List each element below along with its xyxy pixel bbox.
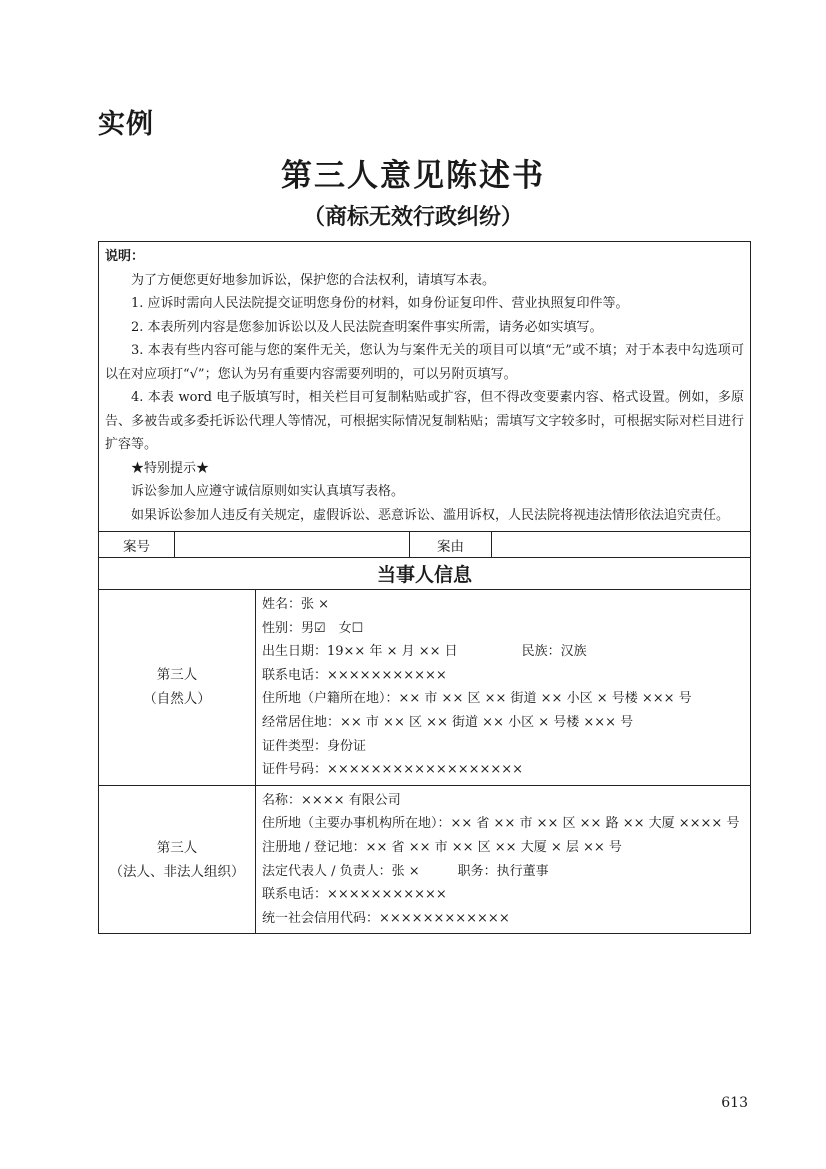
special-notice-heading: ★特别提示★: [131, 460, 210, 476]
name-field: 姓名：张 ×: [262, 597, 330, 612]
company-name-field: 名称：×××× 有限公司: [262, 792, 401, 808]
natural-person-label: [99, 590, 256, 786]
notes-paragraph: 4. 本表 word 电子版填写时，相关栏目可复制粘贴或扩容，但不得改变要素内容、格式设置。例如，多原告、多被告或多委托诉讼代理人等情况，可根据实际情况复制粘贴；需填写文字较多时，可根据实际对栏目进行扩容等。: [105, 390, 745, 452]
ethnicity-field: 民族：汉族: [521, 644, 587, 660]
case-cause-label: 案由: [410, 532, 492, 558]
party-role: 第三人: [156, 839, 198, 856]
notes-paragraph: 1. 应诉时需向人民法院提交证明您身份的材料，如身份证复印件、营业执照复印件等。: [131, 296, 629, 311]
birth-ethnicity-line: [262, 640, 744, 664]
id-type-field: 证件类型：身份证: [262, 738, 367, 754]
statement-form: [98, 241, 751, 934]
document-title: 第三人意见陈述书: [281, 158, 545, 194]
habitual-residence-field: 经常居住地：×× 市 ×× 区 ×× 街道 ×× 小区 × 号楼 ××× 号: [262, 714, 634, 730]
id-number-field: 证件号码：××××××××××××××××××: [262, 762, 524, 778]
phone-field: 联系电话：×××××××××××: [262, 667, 447, 683]
notes-paragraph: 如果诉讼参加人违反有关规定，虚假诉讼、恶意诉讼、滥用诉权，人民法院将视违法情形依法追究责任。: [131, 507, 730, 523]
representative-field: 法定代表人 / 负责人：张 ×: [262, 863, 420, 879]
case-row: [99, 532, 751, 558]
legal-person-info: [256, 785, 751, 934]
notes-cell: [99, 242, 751, 532]
case-cause-field[interactable]: [492, 532, 751, 558]
case-number-label: 案号: [99, 532, 175, 558]
party-role: 第三人: [156, 667, 198, 684]
residence-field: 住所地（户籍所在地）：×× 市 ×× 区 ×× 街道 ×× 小区 × 号楼 ××× 号: [262, 691, 692, 707]
natural-person-row: [99, 590, 751, 786]
notes-label: 说明：: [105, 249, 145, 264]
notes-paragraph: 诉讼参加人应遵守诚信原则如实认真填写表格。: [131, 484, 405, 499]
section-label: 实例: [98, 109, 154, 140]
party-section-row: [99, 558, 751, 590]
party-type: （法人、非法人组织）: [109, 863, 245, 880]
party-type: （自然人）: [143, 691, 211, 708]
gender-field: 性别：男☑ 女☐: [262, 620, 364, 636]
notes-paragraph: 为了方便您更好地参加诉讼，保护您的合法权利，请填写本表。: [131, 272, 496, 288]
case-number-field[interactable]: [175, 532, 410, 558]
phone-field: 联系电话：×××××××××××: [262, 887, 447, 903]
notes-row: [99, 242, 751, 532]
representative-line: [262, 860, 744, 884]
natural-person-info: [256, 590, 751, 786]
credit-code-field: 统一社会信用代码：××××××××××××: [262, 910, 510, 926]
domicile-field: 住所地（主要办事机构所在地）：×× 省 ×× 市 ×× 区 ×× 路 ×× 大厦 ×××× 号: [262, 816, 740, 832]
page-number: 613: [721, 1095, 748, 1111]
notes-paragraph: 3. 本表有些内容可能与您的案件无关，您认为与案件无关的项目可以填“无”或不填；对于本表中勾选项可以在对应项打“√”；您认为另有重要内容需要列明的，可以另附页填写。: [105, 343, 745, 382]
birth-date-field: 出生日期：19×× 年 × 月 ×× 日: [262, 644, 458, 660]
registered-address-field: 注册地 / 登记地：×× 省 ×× 市 ×× 区 ×× 大厦 × 层 ×× 号: [262, 839, 622, 855]
party-section-title: 当事人信息: [99, 558, 751, 590]
position-field: 职务：执行董事: [457, 863, 549, 879]
notes-paragraph: 2. 本表所列内容是您参加诉讼以及人民法院查明案件事实所需，请务必如实填写。: [131, 319, 603, 335]
document-subtitle: （商标无效行政纠纷）: [302, 204, 523, 230]
legal-person-label: [99, 785, 256, 934]
legal-person-row: [99, 785, 751, 934]
